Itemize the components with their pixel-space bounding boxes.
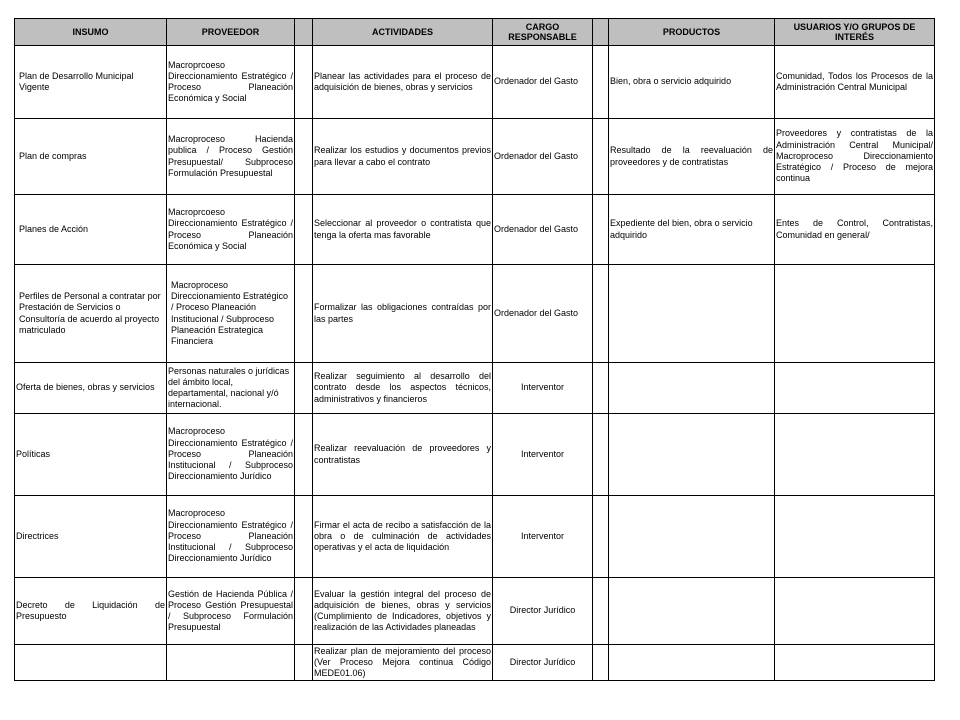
- usuarios-cell: Entes de Control, Contratistas, Comunidad en general/: [775, 195, 935, 265]
- producto-cell: Resultado de la reevaluación de proveedores y de contratistas: [609, 119, 775, 195]
- table-row: [15, 46, 935, 119]
- insumo-cell: [15, 645, 167, 681]
- insumo-cell: Plan de Desarrollo Municipal Vigente: [15, 46, 167, 119]
- header-row: [15, 19, 935, 46]
- proveedor-cell: Macroproceso Direccionamiento Estratégico / Proceso Planeación Institucional / Subproceso Planeación Estrategica Financiera: [167, 265, 295, 363]
- producto-cell: [609, 363, 775, 414]
- usuarios-cell: [775, 645, 935, 681]
- cargo-cell: Ordenador del Gasto: [493, 119, 593, 195]
- header-usuarios: USUARIOS Y/O GRUPOS DE INTERÉS: [775, 19, 935, 46]
- header-spacer-2: [593, 19, 609, 46]
- spacer-cell: [593, 195, 609, 265]
- table-row: [15, 119, 935, 195]
- header-spacer-1: [295, 19, 313, 46]
- spacer-cell: [295, 496, 313, 578]
- table-row: [15, 414, 935, 496]
- cargo-cell: Ordenador del Gasto: [493, 195, 593, 265]
- insumo-cell: Perfiles de Personal a contratar por Prestación de Servicios o Consultoría de acuerdo al proyecto matriculado: [15, 265, 167, 363]
- actividad-cell: Formalizar las obligaciones contraídas por las partes: [313, 265, 493, 363]
- insumo-cell: Políticas: [15, 414, 167, 496]
- spacer-cell: [593, 496, 609, 578]
- spacer-cell: [295, 195, 313, 265]
- cargo-cell: Ordenador del Gasto: [493, 265, 593, 363]
- proveedor-cell: [167, 645, 295, 681]
- cargo-cell: Ordenador del Gasto: [493, 46, 593, 119]
- producto-cell: [609, 414, 775, 496]
- spacer-cell: [295, 578, 313, 645]
- insumo-cell: Plan de compras: [15, 119, 167, 195]
- proveedor-cell: Personas naturales o jurídicas del ámbito local, departamental, nacional y/ó internacional.: [167, 363, 295, 414]
- spacer-cell: [593, 414, 609, 496]
- producto-cell: [609, 496, 775, 578]
- actividad-cell: Realizar plan de mejoramiento del proceso (Ver Proceso Mejora continua Código MEDE01.06): [313, 645, 493, 681]
- spacer-cell: [295, 265, 313, 363]
- spacer-cell: [295, 645, 313, 681]
- cargo-cell: Interventor: [493, 496, 593, 578]
- proveedor-cell: Macroprcoeso Direccionamiento Estratégico / Proceso Planeación Económica y Social: [167, 195, 295, 265]
- usuarios-cell: [775, 496, 935, 578]
- usuarios-cell: [775, 265, 935, 363]
- usuarios-cell: [775, 414, 935, 496]
- actividad-cell: Evaluar la gestión integral del proceso de adquisición de bienes, obras y servicios (Cumplimiento de Indicadores, objetivos y realización de las Actividades planeadas: [313, 578, 493, 645]
- header-cargo: CARGO RESPONSABLE: [493, 19, 593, 46]
- cargo-cell: Director Jurídico: [493, 578, 593, 645]
- actividad-cell: Planear las actividades para el proceso de adquisición de bienes, obras y servicios: [313, 46, 493, 119]
- producto-cell: Bien, obra o servicio adquirido: [609, 46, 775, 119]
- insumo-cell: Planes de Acción: [15, 195, 167, 265]
- actividad-cell: Realizar los estudios y documentos previos para llevar a cabo el contrato: [313, 119, 493, 195]
- spacer-cell: [593, 363, 609, 414]
- cargo-cell: Interventor: [493, 414, 593, 496]
- header-productos: PRODUCTOS: [609, 19, 775, 46]
- producto-cell: Expediente del bien, obra o servicio adquirido: [609, 195, 775, 265]
- proveedor-cell: Macroproceso Direccionamiento Estratégico / Proceso Planeación Institucional / Subproceso Direccionamiento Jurídico: [167, 496, 295, 578]
- producto-cell: [609, 578, 775, 645]
- actividad-cell: Seleccionar al proveedor o contratista que tenga la oferta mas favorable: [313, 195, 493, 265]
- producto-cell: [609, 645, 775, 681]
- spacer-cell: [593, 119, 609, 195]
- usuarios-cell: [775, 363, 935, 414]
- cargo-cell: Director Jurídico: [493, 645, 593, 681]
- process-table-sheet: [14, 18, 935, 681]
- usuarios-cell: [775, 578, 935, 645]
- spacer-cell: [593, 578, 609, 645]
- insumo-cell: Decreto de Liquidación de Presupuesto: [15, 578, 167, 645]
- table-row: [15, 645, 935, 681]
- process-table: [14, 18, 935, 681]
- spacer-cell: [593, 265, 609, 363]
- spacer-cell: [593, 46, 609, 119]
- usuarios-cell: Proveedores y contratistas de la Administración Central Municipal/ Macroproceso Direccionamiento Estratégico / Proceso de mejora continua: [775, 119, 935, 195]
- header-actividades: ACTIVIDADES: [313, 19, 493, 46]
- spacer-cell: [295, 46, 313, 119]
- cargo-cell: Interventor: [493, 363, 593, 414]
- header-proveedor: PROVEEDOR: [167, 19, 295, 46]
- actividad-cell: Realizar seguimiento al desarrollo del contrato desde los aspectos técnicos, administrativos y financieros: [313, 363, 493, 414]
- actividad-cell: Realizar reevaluación de proveedores y contratistas: [313, 414, 493, 496]
- proveedor-cell: Gestión de Hacienda Pública / Proceso Gestión Presupuestal / Subproceso Formulación Presupuestal: [167, 578, 295, 645]
- insumo-cell: Directrices: [15, 496, 167, 578]
- proveedor-cell: Macroproceso Direccionamiento Estratégico / Proceso Planeación Institucional / Subproceso Direccionamiento Jurídico: [167, 414, 295, 496]
- table-row: [15, 496, 935, 578]
- proveedor-cell: Macroprcoeso Direccionamiento Estratégico / Proceso Planeación Económica y Social: [167, 46, 295, 119]
- actividad-cell: Firmar el acta de recibo a satisfacción de la obra o de culminación de actividades operativas y el acta de liquidación: [313, 496, 493, 578]
- usuarios-cell: Comunidad, Todos los Procesos de la Administración Central Municipal: [775, 46, 935, 119]
- producto-cell: [609, 265, 775, 363]
- table-row: [15, 363, 935, 414]
- spacer-cell: [295, 363, 313, 414]
- spacer-cell: [295, 119, 313, 195]
- table-row: [15, 265, 935, 363]
- table-row: [15, 578, 935, 645]
- spacer-cell: [295, 414, 313, 496]
- insumo-cell: Oferta de bienes, obras y servicios: [15, 363, 167, 414]
- header-insumo: INSUMO: [15, 19, 167, 46]
- table-row: [15, 195, 935, 265]
- proveedor-cell: Macroproceso Hacienda publica / Proceso Gestión Presupuestal/ Subproceso Formulación Presupuestal: [167, 119, 295, 195]
- spacer-cell: [593, 645, 609, 681]
